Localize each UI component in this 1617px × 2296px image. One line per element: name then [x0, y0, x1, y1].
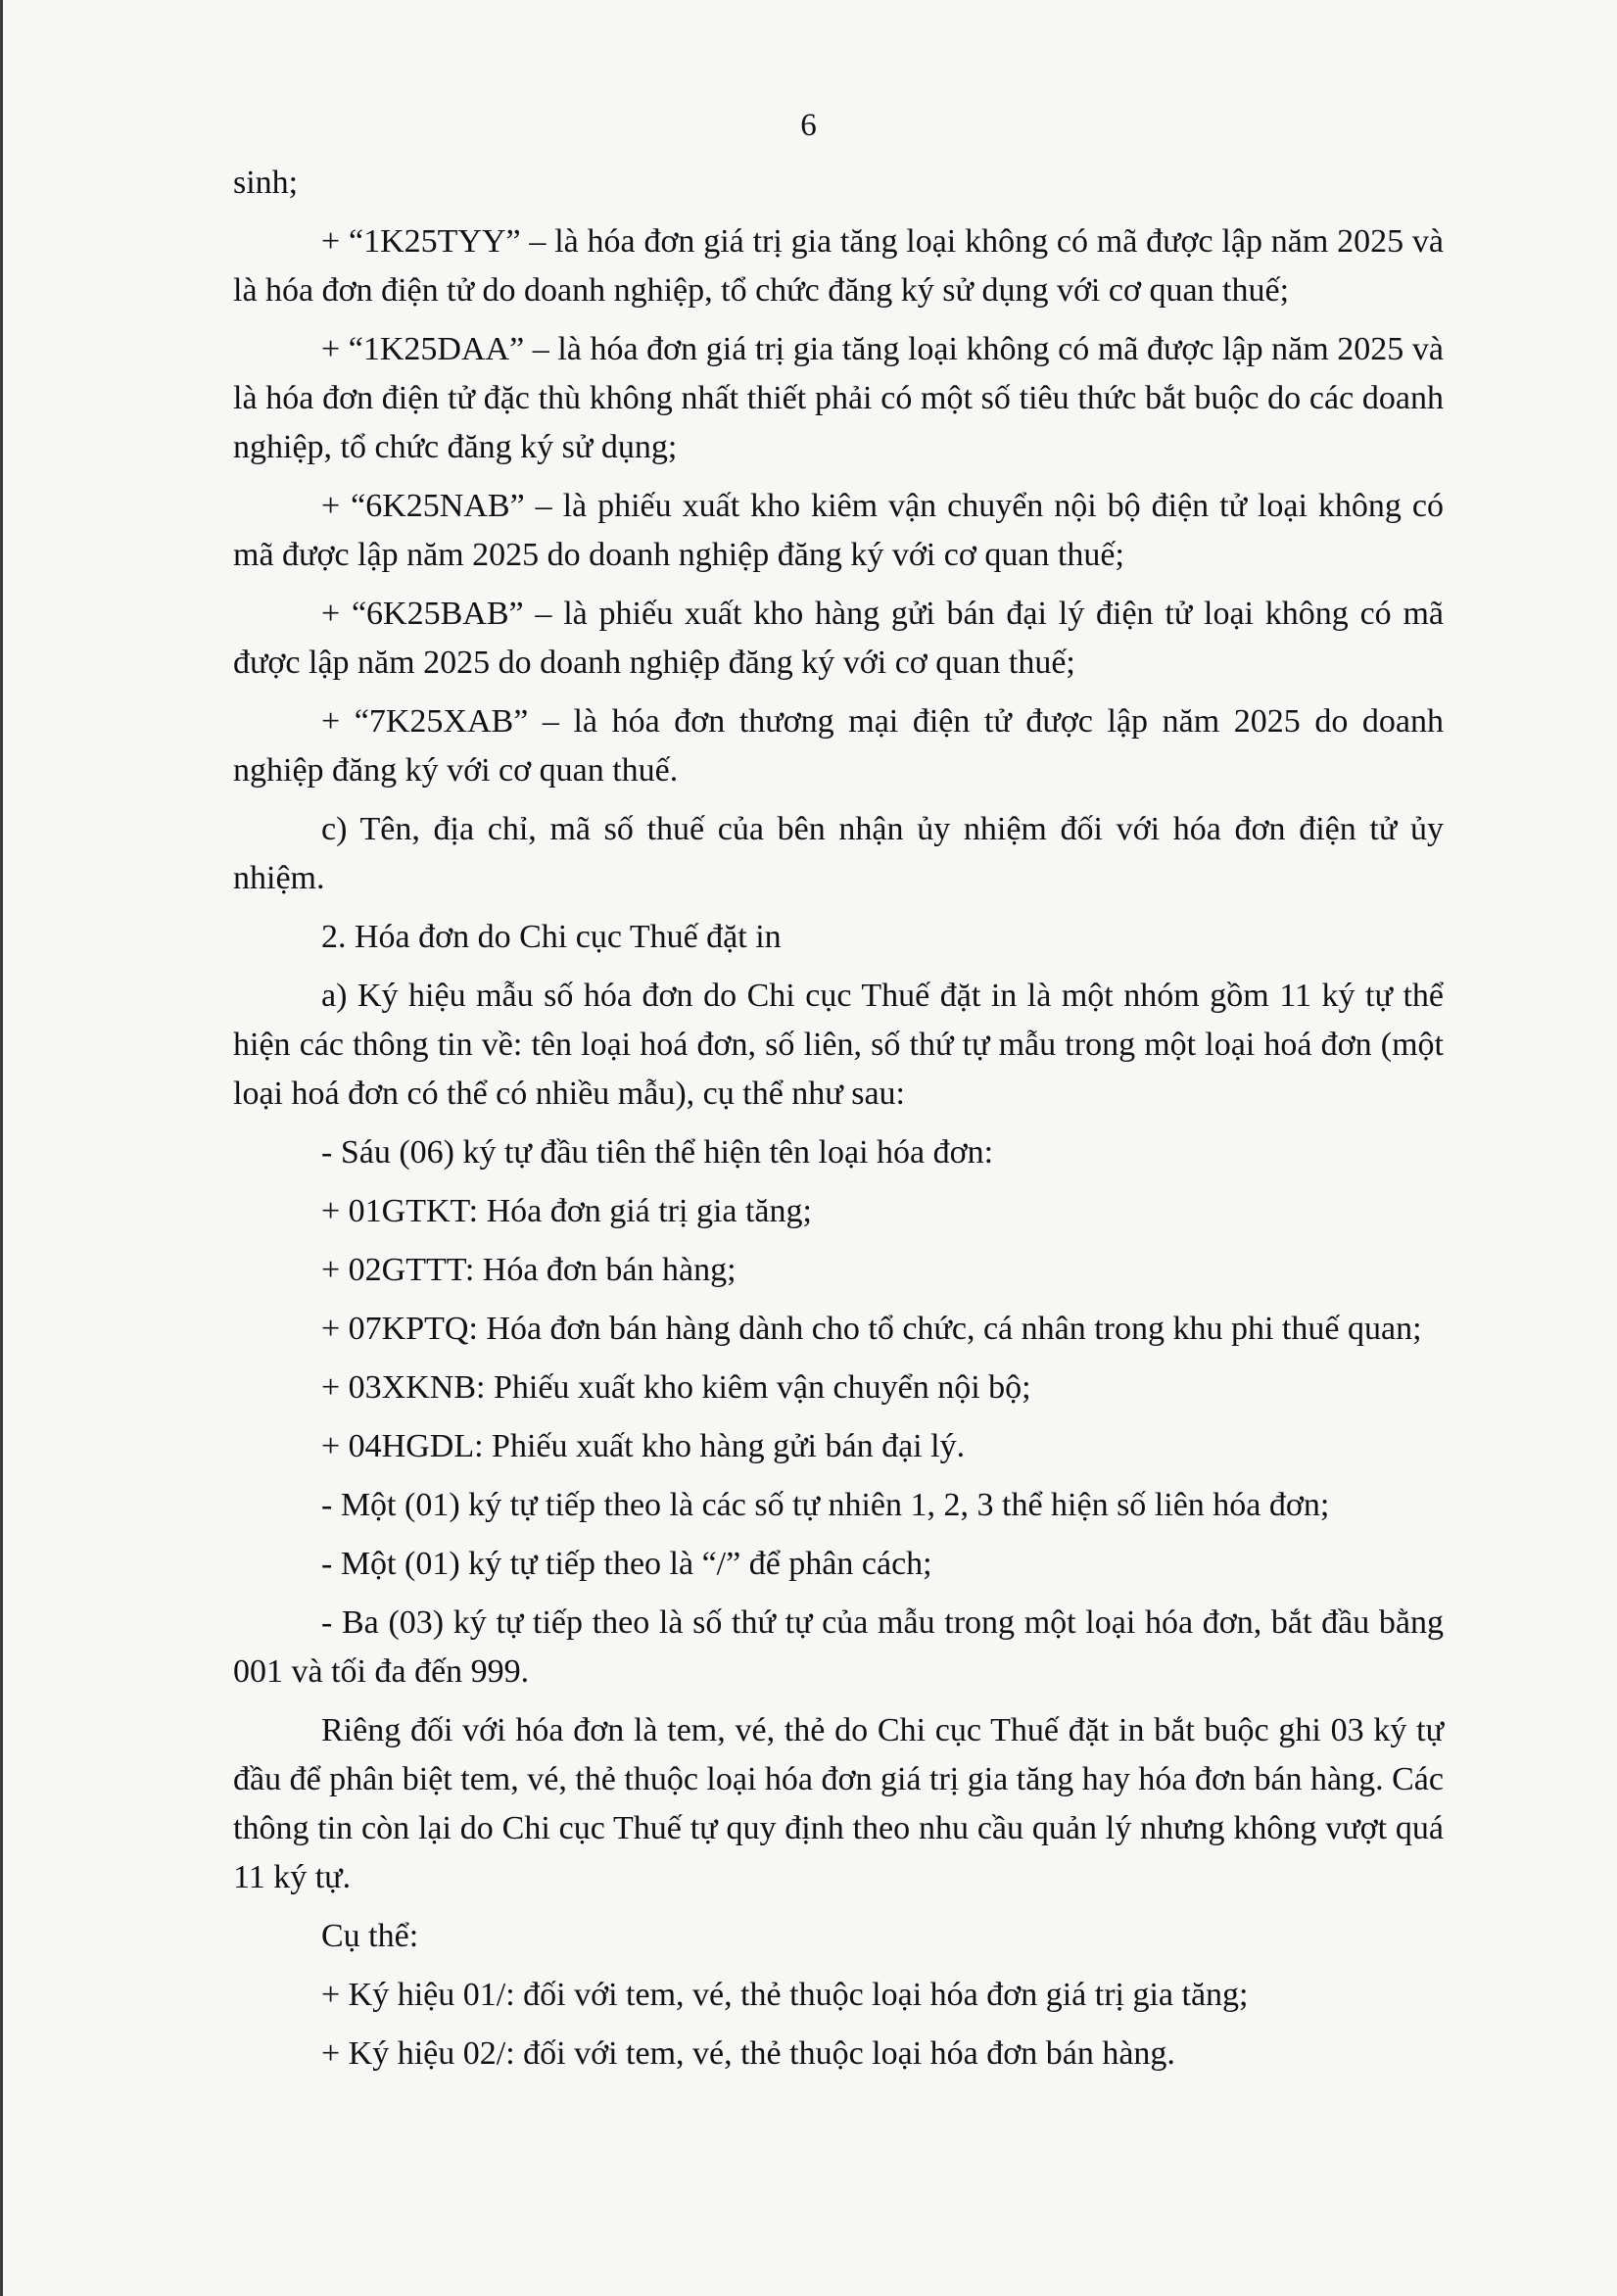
paragraph-specifically: Cụ thể: — [321, 1918, 419, 1954]
paragraph-symbol-6k25nab: + “6K25NAB” – là phiếu xuất kho kiêm vận chuyển nội bộ điện tử loại không có mã được lập năm 2025 do doanh nghiệp đăng ký với cơ quan thuế; — [233, 488, 1444, 573]
document-body — [233, 159, 1444, 2088]
paragraph-symbol-7k25xab: + “7K25XAB” – là hóa đơn thương mại điện tử được lập năm 2025 do doanh nghiệp đăng ký với cơ quan thuế. — [233, 703, 1444, 789]
paragraph-symbol-02: + Ký hiệu 02/: đối với tem, vé, thẻ thuộc loại hóa đơn bán hàng. — [321, 2035, 1175, 2072]
paragraph-item-c: c) Tên, địa chỉ, mã số thuế của bên nhận ủy nhiệm đối với hóa đơn điện tử ủy nhiệm. — [233, 811, 1444, 896]
paragraph-code-02gttt: + 02GTTT: Hóa đơn bán hàng; — [321, 1252, 737, 1288]
paragraph-symbol-1k25daa: + “1K25DAA” – là hóa đơn giá trị gia tăng loại không có mã được lập năm 2025 và là hóa đơn điện tử đặc thù không nhất thiết phải có một số tiêu thức bắt buộc do các doanh nghiệp, tổ chức đăng ký sử dụng; — [233, 331, 1444, 465]
paragraph-six-chars: - Sáu (06) ký tự đầu tiên thể hiện tên loại hóa đơn: — [321, 1134, 994, 1171]
paragraph-code-03xknb: + 03XKNB: Phiếu xuất kho kiêm vận chuyển nội bộ; — [321, 1369, 1031, 1406]
page-number: 6 — [800, 108, 817, 143]
section-heading-2: 2. Hóa đơn do Chi cục Thuế đặt in — [321, 919, 782, 955]
paragraph-code-01gtkt: + 01GTKT: Hóa đơn giá trị gia tăng; — [321, 1193, 812, 1229]
paragraph-copy-number: - Một (01) ký tự tiếp theo là các số tự nhiên 1, 2, 3 thể hiện số liên hóa đơn; — [321, 1487, 1330, 1523]
page-edge — [0, 0, 3, 2296]
paragraph-code-07kptq: + 07KPTQ: Hóa đơn bán hàng dành cho tổ chức, cá nhân trong khu phi thuế quan; — [321, 1311, 1422, 1347]
paragraph-continuation: sinh; — [233, 165, 299, 201]
paragraph-symbol-01: + Ký hiệu 01/: đối với tem, vé, thẻ thuộc loại hóa đơn giá trị gia tăng; — [321, 1977, 1249, 2013]
paragraph-code-04hgdl: + 04HGDL: Phiếu xuất kho hàng gửi bán đại lý. — [321, 1428, 966, 1464]
paragraph-item-a: a) Ký hiệu mẫu số hóa đơn do Chi cục Thuế đặt in là một nhóm gồm 11 ký tự thể hiện các thông tin về: tên loại hoá đơn, số liên, số thứ tự mẫu trong một loại hoá đơn (một loại hoá đơn có thể có nhiều mẫu), cụ thể như sau: — [233, 978, 1444, 1112]
paragraph-tickets-note: Riêng đối với hóa đơn là tem, vé, thẻ do Chi cục Thuế đặt in bắt buộc ghi 03 ký tự đầu để phân biệt tem, vé, thẻ thuộc loại hóa đơn giá trị gia tăng hay hóa đơn bán hàng. Các thông tin còn lại do Chi cục Thuế tự quy định theo nhu cầu quản lý nhưng không vượt quá 11 ký tự. — [233, 1712, 1444, 1895]
paragraph-symbol-6k25bab: + “6K25BAB” – là phiếu xuất kho hàng gửi bán đại lý điện tử loại không có mã được lập năm 2025 do doanh nghiệp đăng ký với cơ quan thuế; — [233, 596, 1444, 681]
paragraph-separator: - Một (01) ký tự tiếp theo là “/” để phân cách; — [321, 1546, 932, 1582]
paragraph-symbol-1k25tyy: + “1K25TYY” – là hóa đơn giá trị gia tăng loại không có mã được lập năm 2025 và là hóa đơn điện tử do doanh nghiệp, tổ chức đăng ký sử dụng với cơ quan thuế; — [233, 223, 1444, 309]
paragraph-template-number: - Ba (03) ký tự tiếp theo là số thứ tự của mẫu trong một loại hóa đơn, bắt đầu bằng 001 và tối đa đến 999. — [233, 1604, 1444, 1690]
